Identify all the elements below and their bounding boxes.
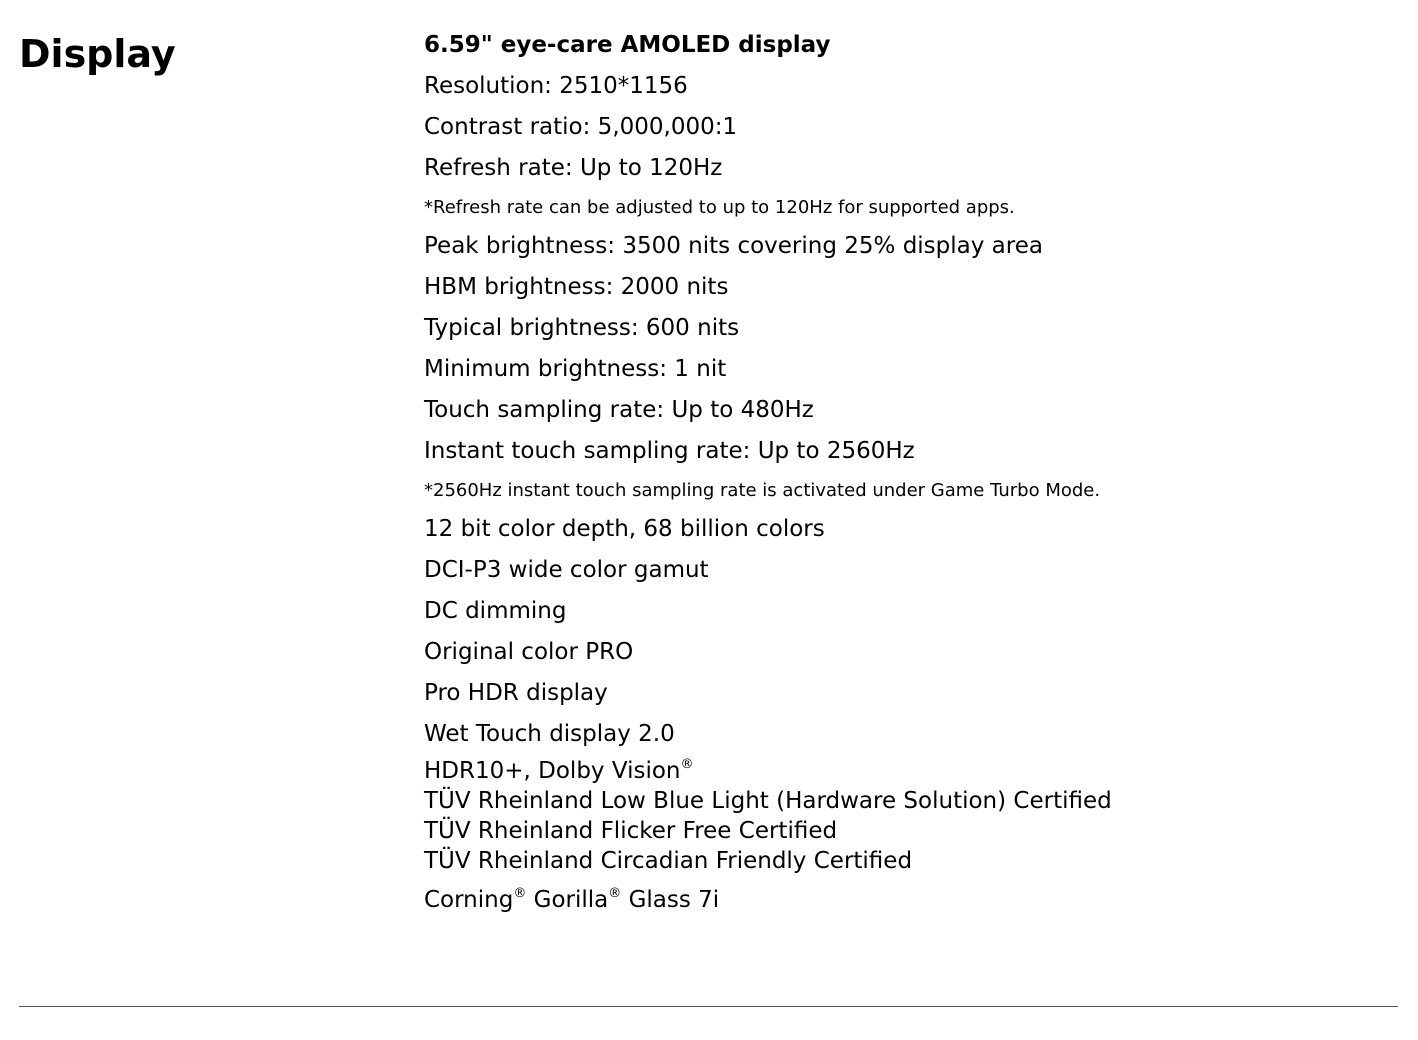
spec-glass <box>424 881 1384 919</box>
spec-heading: 6.59" eye-care AMOLED display <box>424 32 831 58</box>
spec-refresh-rate-note: *Refresh rate can be adjusted to up to 120Hz for supported apps. <box>424 197 1015 218</box>
display-spec-list <box>424 26 1384 922</box>
section-divider <box>19 1006 1398 1007</box>
spec-glass-brand: Corning <box>424 887 514 913</box>
spec-typical-brightness: Typical brightness: 600 nits <box>424 315 740 341</box>
section-title: Display <box>19 32 176 76</box>
spec-contrast-ratio: Contrast ratio: 5,000,000:1 <box>424 114 738 140</box>
spec-color-depth: 12 bit color depth, 68 billion colors <box>424 516 825 542</box>
spec-hdr-formats-text: HDR10+, Dolby Vision <box>424 758 681 784</box>
spec-instant-touch-note: *2560Hz instant touch sampling rate is activated under Game Turbo Mode. <box>424 480 1101 501</box>
spec-hbm-brightness: HBM brightness: 2000 nits <box>424 274 729 300</box>
spec-touch-sampling-rate: Touch sampling rate: Up to 480Hz <box>424 397 814 423</box>
spec-hdr-certifications <box>424 756 1384 876</box>
spec-hdr-formats <box>424 756 1384 786</box>
spec-minimum-brightness: Minimum brightness: 1 nit <box>424 356 727 382</box>
registered-mark: ® <box>513 886 527 901</box>
spec-cert-circadian: TÜV Rheinland Circadian Friendly Certified <box>424 848 913 874</box>
spec-pro-hdr: Pro HDR display <box>424 680 608 706</box>
spec-instant-touch-sampling-rate: Instant touch sampling rate: Up to 2560Hz <box>424 438 915 464</box>
spec-dc-dimming: DC dimming <box>424 598 567 624</box>
spec-original-color: Original color PRO <box>424 639 634 665</box>
registered-mark: ® <box>680 757 694 772</box>
spec-glass-product: Gorilla <box>533 887 609 913</box>
spec-glass-model: Glass 7i <box>628 887 720 913</box>
spec-resolution: Resolution: 2510*1156 <box>424 73 688 99</box>
spec-wet-touch: Wet Touch display 2.0 <box>424 721 675 747</box>
spec-refresh-rate: Refresh rate: Up to 120Hz <box>424 155 723 181</box>
spec-cert-flicker-free: TÜV Rheinland Flicker Free Certified <box>424 818 838 844</box>
spec-peak-brightness: Peak brightness: 3500 nits covering 25% display area <box>424 233 1043 259</box>
spec-cert-low-blue-light: TÜV Rheinland Low Blue Light (Hardware Solution) Certified <box>424 788 1112 814</box>
spec-color-gamut: DCI-P3 wide color gamut <box>424 557 709 583</box>
registered-mark: ® <box>608 886 622 901</box>
